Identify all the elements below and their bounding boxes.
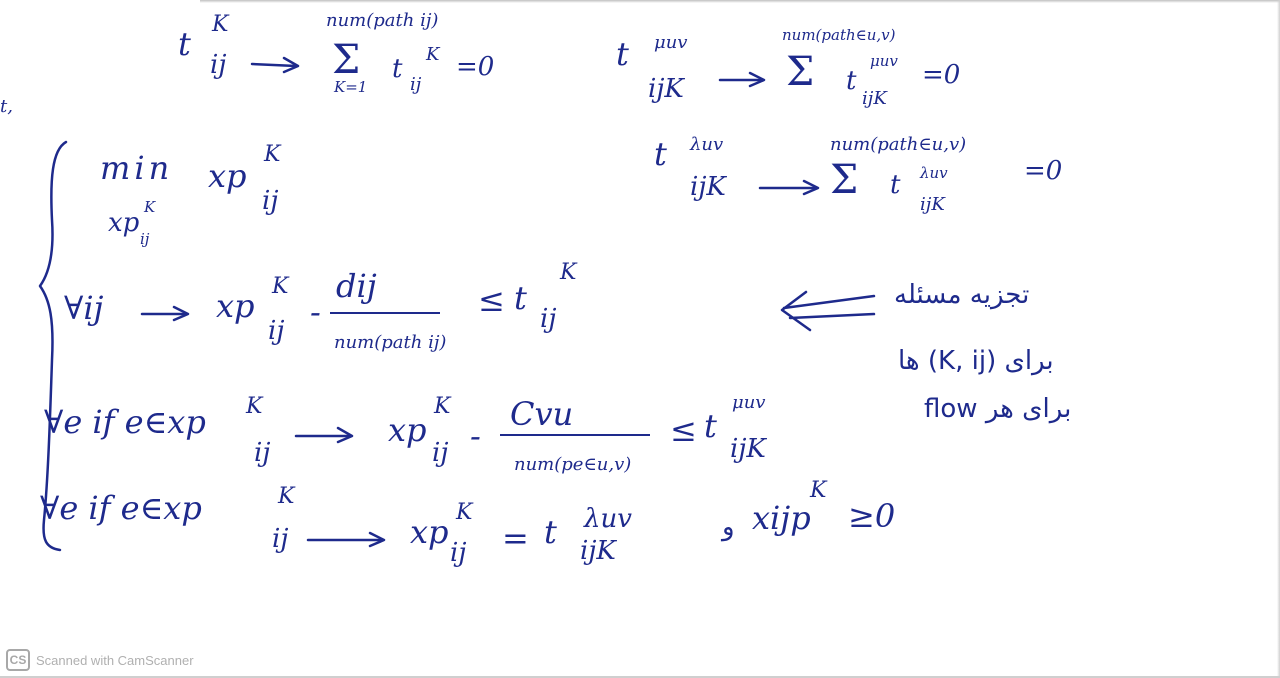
c3-nonneg-rel: ≥0: [848, 497, 896, 535]
row1-left-term-t: t: [392, 54, 403, 84]
row1-left-sigma: Σ: [332, 37, 361, 83]
row1-left-sum-lower: K=1: [334, 78, 368, 96]
row1-left-sum-upper: num(path ij): [326, 10, 439, 31]
objective-var-sub: ij: [262, 186, 279, 216]
c1-rhs-t: t: [514, 279, 527, 317]
row1-left-equals-zero: =0: [456, 52, 495, 82]
watermark-text: Scanned with CamScanner: [36, 652, 194, 668]
c1-denominator: num(path ij): [334, 332, 447, 353]
c3-nonneg-prefix: و: [722, 512, 735, 542]
c3-equals: =: [502, 519, 529, 557]
row1-right-t: t: [616, 35, 629, 73]
scan-edge-top: [200, 0, 1280, 3]
row1-right-sum-upper: num(path∈u,v): [782, 26, 896, 44]
row2-right-sum-upper: num(path∈u,v): [830, 134, 967, 155]
row1-left-term-sub: ij: [410, 74, 422, 95]
c3-rhs-t: t: [544, 513, 557, 551]
c2-var-sub: ij: [432, 438, 449, 468]
row1-right-sigma: Σ: [786, 49, 815, 95]
c2-fraction-bar: [500, 434, 650, 436]
side-note-line3: برای هر flow: [924, 394, 1072, 424]
c2-rhs-sub: ijK: [730, 434, 766, 464]
camscanner-logo: CS: [6, 649, 30, 671]
c3-q-sup: K: [278, 484, 295, 509]
c1-var-sub: ij: [268, 316, 285, 346]
c1-quantifier: ∀ij: [64, 289, 104, 327]
c3-nonneg-var: xijp: [752, 499, 811, 537]
c3-var: xp: [410, 513, 449, 551]
c2-rhs-sup: μuv: [732, 392, 766, 413]
row1-right-t-sub: ijK: [648, 74, 684, 104]
row1-right-term-sup: μuv: [870, 52, 898, 70]
side-note-line1: تجزیه مسئله: [894, 280, 1030, 310]
c3-q-sub: ij: [272, 524, 289, 554]
c3-quantifier: ∀e if e∈xp: [40, 489, 202, 527]
objective-var: xp: [208, 157, 247, 195]
row2-right-t: t: [654, 135, 667, 173]
c2-var: xp: [388, 411, 427, 449]
row1-right-t-sup: μuv: [654, 32, 688, 53]
row1-left-term-sup: K: [426, 44, 440, 65]
row2-right-term-sup: λuv: [920, 164, 948, 182]
c2-minus: -: [470, 417, 481, 455]
c1-minus: -: [310, 293, 321, 331]
row2-right-t-sub: ijK: [690, 172, 726, 202]
c1-var: xp: [216, 287, 255, 325]
objective-var-sup: K: [264, 142, 281, 167]
c1-numerator: dij: [336, 267, 377, 305]
c1-var-sup: K: [272, 274, 289, 299]
row2-right-term-sub: ijK: [920, 194, 945, 215]
side-note-line2: برای (K, ij) ها: [898, 346, 1054, 376]
row2-right-term-t: t: [890, 170, 901, 200]
row1-left-t-sub: ij: [210, 50, 227, 80]
double-arrow-left: [784, 296, 874, 308]
objective-under-sub: ij: [140, 230, 150, 248]
c2-rhs-t: t: [704, 407, 717, 445]
row2-right-t-sup: λuv: [690, 134, 724, 155]
row2-right-equals-zero: =0: [1024, 156, 1063, 186]
objective-under-var: xp: [108, 208, 140, 238]
c2-quantifier: ∀e if e∈xp: [44, 403, 206, 441]
row1-left-t: t: [178, 25, 191, 63]
c1-fraction-bar: [330, 312, 440, 314]
row1-right-term-t: t: [846, 66, 857, 96]
c3-nonneg-sup: K: [810, 478, 827, 503]
objective-min: min: [100, 149, 174, 187]
c3-rhs-sup: λuv: [584, 504, 632, 534]
c2-q-sub: ij: [254, 438, 271, 468]
margin-mark: t,: [0, 96, 13, 117]
c3-var-sup: K: [456, 500, 473, 525]
row1-right-equals-zero: =0: [922, 60, 961, 90]
row2-right-sigma: Σ: [830, 157, 859, 203]
c2-denominator: num(pe∈u,v): [514, 454, 632, 475]
c1-rhs-sub: ij: [540, 304, 557, 334]
camscanner-watermark: [6, 648, 194, 672]
c2-q-sup: K: [246, 394, 263, 419]
c3-var-sub: ij: [450, 538, 467, 568]
c1-leq: ≤: [478, 281, 505, 319]
c2-leq: ≤: [670, 411, 697, 449]
c2-var-sup: K: [434, 394, 451, 419]
c3-rhs-sub: ijK: [580, 536, 616, 566]
objective-under-sup: K: [144, 198, 156, 216]
arrow-row1-left: [252, 64, 296, 66]
c1-rhs-sup: K: [560, 260, 577, 285]
row1-right-term-sub: ijK: [862, 88, 887, 109]
c2-numerator: Cvu: [510, 395, 574, 433]
row1-left-t-sup: K: [212, 12, 229, 37]
